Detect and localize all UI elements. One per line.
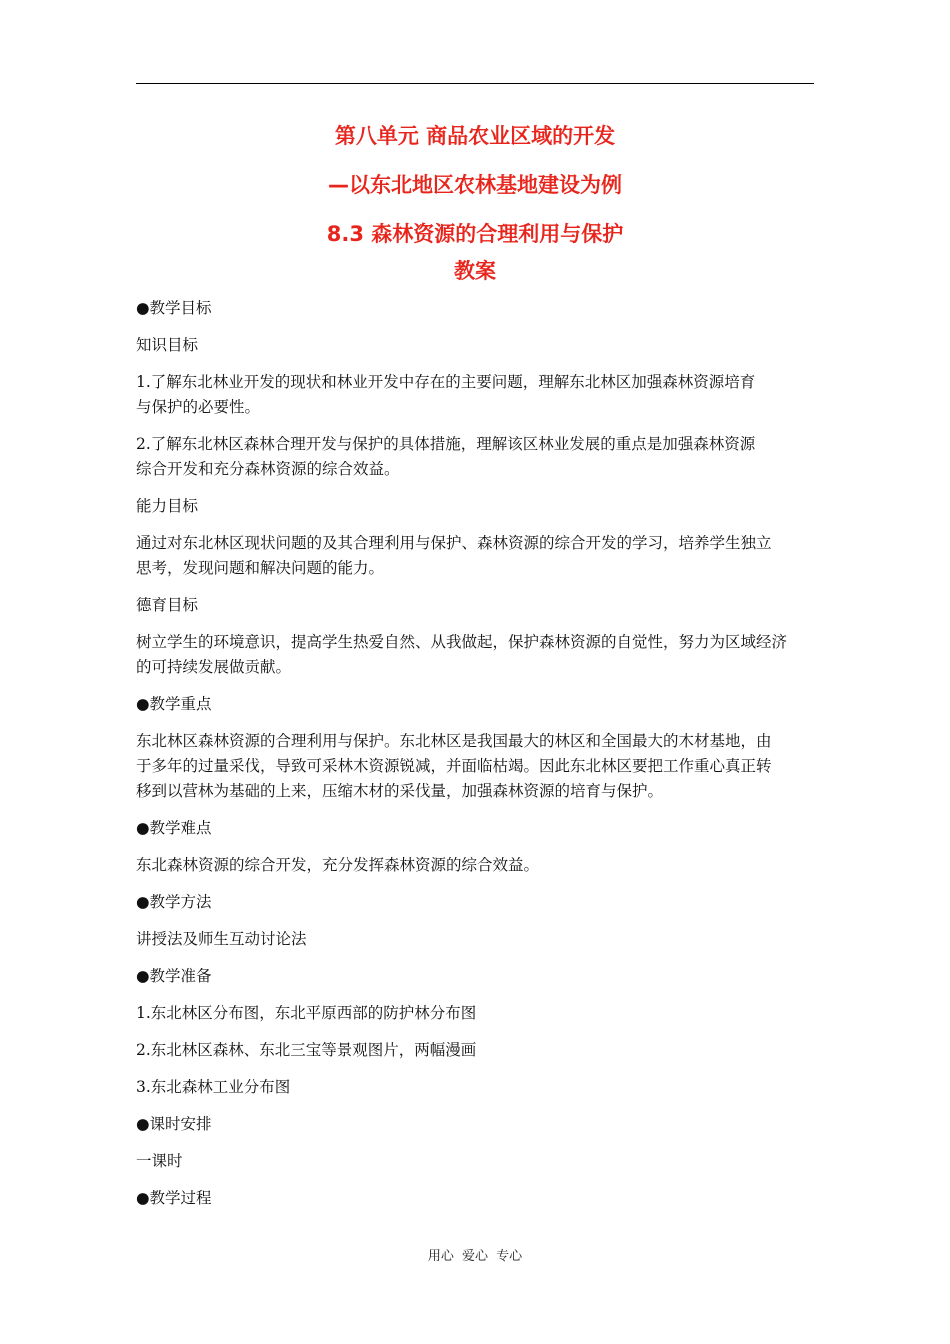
difficulty-paragraph: 东北森林资源的综合开发，充分发挥森林资源的综合效益。 (136, 856, 540, 874)
subheading-knowledge: 知识目标 (136, 336, 199, 354)
knowledge-item-2 (136, 432, 816, 482)
paragraph-line: 通过对东北林区现状问题的及其合理利用与保护、森林资源的综合开发的学习，培养学生独立 (136, 534, 772, 552)
lesson-title: 8.3 森林资源的合理利用与保护 (326, 222, 624, 246)
paragraph-line: 2.了解东北林区森林合理开发与保护的具体措施，理解该区林业发展的重点是加强森林资源 (136, 435, 756, 453)
knowledge-item-1 (136, 370, 816, 420)
section-heading-preparation: ●教学准备 (136, 967, 212, 985)
section-heading-key-points: ●教学重点 (136, 695, 212, 713)
unit-subtitle: —以东北地区农林基地建设为例 (328, 173, 622, 197)
document-body (136, 296, 816, 1211)
header-rule (136, 83, 814, 84)
key-points-paragraph (136, 729, 816, 804)
unit-title: 第八单元 商品农业区域的开发 (334, 124, 616, 148)
section-heading-method: ●教学方法 (136, 893, 212, 911)
paragraph-line: 与保护的必要性。 (136, 398, 261, 416)
prep-item-2: 2.东北林区森林、东北三宝等景观图片，两幅漫画 (136, 1041, 477, 1059)
section-heading-process: ●教学过程 (136, 1189, 212, 1207)
paragraph-line: 移到以营林为基础的上来，压缩木材的采伐量，加强森林资源的培育与保护。 (136, 782, 664, 800)
ability-paragraph (136, 531, 816, 581)
page-footer: 用心 爱心 专心 (427, 1249, 523, 1264)
section-heading-goals: ●教学目标 (136, 299, 212, 317)
paragraph-line: 1.了解东北林业开发的现状和林业开发中存在的主要问题，理解东北林区加强森林资源培育 (136, 373, 756, 391)
subheading-ability: 能力目标 (136, 497, 199, 515)
subheading-moral: 德育目标 (136, 596, 199, 614)
paragraph-line: 东北林区森林资源的合理利用与保护。东北林区是我国最大的林区和全国最大的木材基地，由 (136, 732, 772, 750)
paragraph-line: 的可持续发展做贡献。 (136, 658, 292, 676)
paragraph-line: 综合开发和充分森林资源的综合效益。 (136, 460, 400, 478)
prep-item-1: 1.东北林区分布图，东北平原西部的防护林分布图 (136, 1004, 477, 1022)
paragraph-line: 树立学生的环境意识，提高学生热爱自然、从我做起，保护森林资源的自觉性，努力为区域经济 (136, 633, 788, 651)
paragraph-line: 思考，发现问题和解决问题的能力。 (136, 559, 385, 577)
section-heading-schedule: ●课时安排 (136, 1115, 212, 1133)
doc-type-title: 教案 (454, 259, 496, 283)
paragraph-line: 于多年的过量采伐，导致可采林木资源锐减，并面临枯竭。因此东北林区要把工作重心真正转 (136, 757, 772, 775)
section-heading-difficulty: ●教学难点 (136, 819, 212, 837)
prep-item-3: 3.东北森林工业分布图 (136, 1078, 291, 1096)
schedule-paragraph: 一课时 (136, 1152, 183, 1170)
method-paragraph: 讲授法及师生互动讨论法 (136, 930, 307, 948)
moral-paragraph (136, 630, 816, 680)
